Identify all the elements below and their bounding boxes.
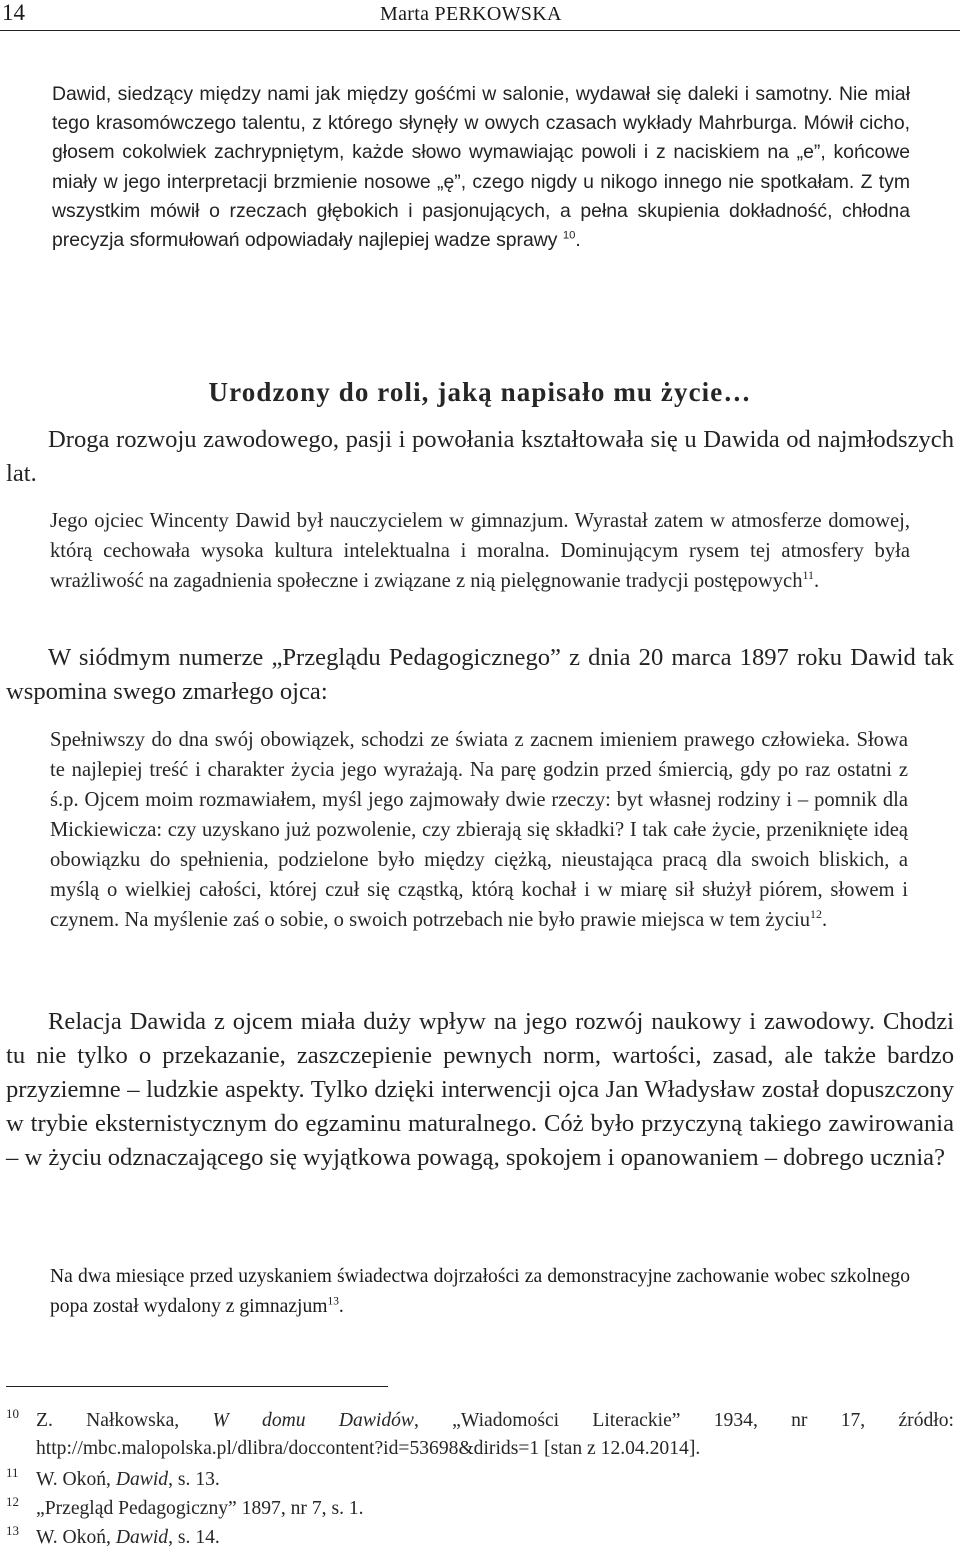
quote-text: Dawid, siedzący między nami jak między gośćmi w salonie, wydawał się daleki i samotny. Nie miał tego krasomówczego talentu, z którego słynęły w owych czasach wykłady Mahrburga. Mówił cicho, głosem cokolwiek zachrypniętym, każde słowo wymawiając powoli i z naciskiem na „e”, końcowe miały w jego interpretacji brzmienie nosowe „ę”, czego nigdy u nikogo innego nie spotkałam. Z tym wszystkim mówił o rzeczach głębokich i pasjonujących, a pełna skupienia dokładność, chłodna precyzja sformułowań odpowiadały najlepiej wadze sprawy xyxy=(52,83,910,252)
footnote-text: „Przegląd Pedagogiczny” 1897, nr 7, s. 1. xyxy=(36,1498,364,1519)
footnote-text xyxy=(36,1466,954,1494)
footnote-number: 13 xyxy=(6,1523,19,1538)
footnote-author: Z. Nałkowska, xyxy=(36,1410,213,1431)
section-heading: Urodzony do roli, jaką napisało mu życie… xyxy=(208,377,752,408)
page-number: 14 xyxy=(2,0,25,25)
page-header xyxy=(0,0,960,31)
footnote-text xyxy=(36,1524,954,1552)
footnote-divider xyxy=(6,1386,388,1387)
paragraph-relation: Relacja Dawida z ojcem miała duży wpływ na jego rozwój naukowy i zawodowy. Chodzi tu nie tylko o przekazanie, zaszczepienie pewnych norm, wartości, zasad, ale także bardzo przyziemne – ludzkie aspekty. Tylko dzięki interwencji ojca Jan Władysław został dopuszczony w trybie eksternistycznym do egzaminu maturalnego. Cóż było przyczyną takiego zawirowania – w życiu odznaczającego się wyjątkowa powagą, spokojem i opanowaniem – dobrego ucznia? xyxy=(6,1008,954,1171)
footnote-author: W. Okoń, xyxy=(36,1527,116,1548)
footnote-12 xyxy=(6,1495,954,1523)
quote-dawid-end: . xyxy=(821,909,828,931)
footnote-page: , s. 14. xyxy=(168,1527,220,1548)
footnote-author: W. Okoń, xyxy=(36,1469,116,1490)
footnote-number: 10 xyxy=(6,1406,19,1421)
footnote-ref-10[interactable]: 10 xyxy=(562,229,576,242)
footnote-ref-13[interactable]: 13 xyxy=(327,1295,339,1308)
footnote-page: , s. 13. xyxy=(168,1469,220,1490)
paragraph-career-path: Droga rozwoju zawodowego, pasji i powołania kształtowała się u Dawida od najmłodszych lat. xyxy=(6,426,954,487)
footnote-10 xyxy=(6,1407,954,1463)
footnote-source: , „Wiadomości Literackie” 1934, nr 17, źródło: http://mbc.malopolska.pl/dlibra/doccontent?id=53698&dirids=1 [stan z 12.04.2014]. xyxy=(36,1410,954,1459)
footnote-text xyxy=(36,1407,954,1463)
footnote-number: 11 xyxy=(6,1465,19,1480)
footnote-number: 12 xyxy=(6,1494,19,1509)
footnote-13 xyxy=(6,1524,954,1552)
paragraph-expelled-end: . xyxy=(338,1295,344,1317)
paragraph-father xyxy=(50,506,910,596)
paragraph-przeglad: W siódmym numerze „Przeglądu Pedagogicznego” z dnia 20 marca 1897 roku Dawid tak wspomina swego zmarłego ojca: xyxy=(6,644,954,705)
footnote-title: Dawid xyxy=(115,1527,169,1548)
footnote-ref-12[interactable]: 12 xyxy=(810,907,822,922)
footnote-title: Dawid xyxy=(115,1469,169,1490)
paragraph-expelled xyxy=(50,1262,910,1321)
paragraph-expelled-text: Na dwa miesiące przed uzyskaniem świadectwa dojrzałości za demonstracyjne zachowanie wobec szkolnego popa został wydalony z gimnazjum xyxy=(50,1266,910,1317)
paragraph-father-text: Jego ojciec Wincenty Dawid był nauczycielem w gimnazjum. Wyrastał zatem w atmosferze domowej, którą cechowała wysoka kultura intelektualna i moralna. Dominującym rysem tej atmosfery była wrażliwość na zagadnienia społeczne i związane z nią pielęgnowanie tradycji postępowych xyxy=(50,510,910,592)
paragraph-father-end: . xyxy=(814,570,820,592)
quote-nalkowska xyxy=(52,80,910,255)
quote-dawid-father xyxy=(50,725,908,935)
footnote-title: W domu Dawidów xyxy=(212,1410,414,1431)
quote-dawid-text: Spełniwszy do dna swój obowiązek, schodzi ze świata z zacnem imieniem prawego człowieka. Słowa te najlepiej treść i charakter życia jego wyrażają. Na parę godzin przed śmiercią, gdy po raz ostatni z ś.p. Ojcem moim rozmawiałem, myśl jego zajmowały dwie rzeczy: byt własnej rodziny i – pomnik dla Mickiewicza: czy uzyskano już pozwolenie, czy zbierają się składki? I tak całe życie, przeniknięte ideą obowiązku do spełnienia, podzielone było między ciężką, nieustająca pracą dla swoich bliskich, a myślą o wielkiej całości, której czuł się cząstką, którą kochał i w miarę sił służył piórem, słowem i czynem. Na myślenie zaś o sobie, o swoich potrzebach nie było prawie miejsca w tem życiu xyxy=(50,729,908,931)
running-head-author: Marta PERKOWSKA xyxy=(380,3,562,25)
quote-end: . xyxy=(575,229,581,252)
footnote-11 xyxy=(6,1466,954,1494)
footnote-ref-11[interactable]: 11 xyxy=(802,568,814,583)
